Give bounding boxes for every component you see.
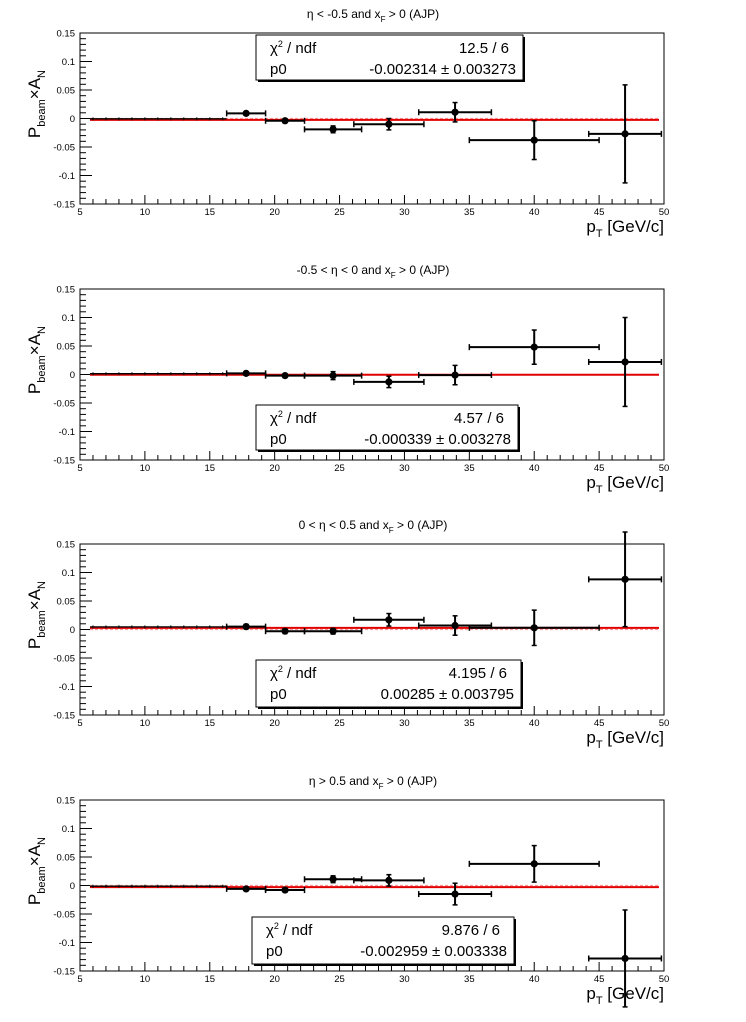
y-tick-label: -0.15 — [53, 455, 75, 467]
y-tick-label: 0.1 — [61, 568, 75, 579]
y-label-times: ×A — [25, 333, 44, 356]
data-marker — [329, 876, 336, 883]
data-point-1 — [227, 370, 266, 377]
x-label-main: p — [586, 728, 596, 747]
data-marker — [385, 121, 392, 128]
data-point-3 — [305, 126, 362, 133]
fit-stats-box — [252, 917, 515, 966]
x-tick-label: 5 — [77, 718, 83, 729]
x-tick-label: 25 — [334, 463, 345, 474]
data-point-6 — [469, 121, 599, 160]
chi2-superscript: 2 — [277, 409, 283, 419]
data-point-3 — [305, 372, 362, 380]
x-tick-label: 40 — [528, 718, 540, 729]
x-tick-label: 5 — [77, 463, 83, 474]
chi2-value: 9.876 / 6 — [441, 922, 500, 939]
chart-title-subscript: F — [388, 526, 394, 535]
y-label-subscript: beam — [36, 866, 48, 894]
y-tick-label: 0.15 — [56, 284, 75, 296]
y-tick-label: 0.05 — [56, 85, 75, 97]
y-tick-label: -0.15 — [53, 966, 75, 978]
data-point-2 — [266, 372, 305, 379]
y-tick-label: 0.1 — [61, 57, 75, 68]
chart-title-subscript: F — [380, 15, 386, 24]
chart-title — [299, 518, 448, 535]
x-label-unit: [GeV/c] — [602, 728, 664, 747]
data-point-6 — [469, 846, 599, 882]
chi2-ndf: / ndf — [282, 665, 317, 682]
chart-title-subscript: F — [378, 782, 384, 791]
chi2-value: 12.5 / 6 — [458, 40, 509, 57]
fit-stats-box — [256, 405, 519, 452]
y-tick-label: -0.1 — [58, 682, 75, 693]
data-point-4 — [354, 875, 424, 886]
p0-label: p0 — [270, 61, 287, 78]
data-marker — [451, 622, 458, 629]
x-label-unit: [GeV/c] — [602, 217, 664, 236]
x-tick-label: 25 — [334, 207, 345, 218]
y-axis-label — [25, 70, 48, 138]
x-tick-label: 15 — [204, 463, 216, 474]
data-marker — [329, 126, 336, 133]
y-label-subscript: beam — [36, 355, 48, 383]
x-tick-label: 20 — [269, 718, 280, 729]
x-label-main: p — [586, 473, 596, 492]
chi2-label — [270, 409, 317, 427]
x-tick-label: 15 — [204, 974, 216, 985]
data-marker — [531, 624, 538, 631]
p0-label: p0 — [270, 431, 287, 448]
chi2-symbol: χ — [266, 922, 274, 939]
chi2-label — [270, 664, 317, 682]
chi2-label — [270, 39, 317, 57]
chi2-superscript: 2 — [273, 921, 279, 931]
y-tick-label: 0.05 — [56, 596, 75, 608]
y-label-subscript2: N — [36, 837, 48, 845]
data-marker — [621, 130, 628, 137]
data-marker — [243, 885, 250, 892]
x-tick-label: 20 — [269, 207, 280, 218]
chart-panel-1 — [25, 7, 669, 240]
p0-label: p0 — [266, 943, 283, 960]
data-point-6 — [469, 330, 599, 364]
y-tick-label: 0.1 — [61, 824, 75, 835]
y-label-subscript: beam — [36, 99, 48, 127]
data-point-7 — [589, 318, 662, 407]
x-tick-label: 30 — [399, 974, 410, 985]
x-tick-label: 35 — [464, 207, 475, 218]
p0-value: -0.002314 ± 0.003273 — [369, 61, 516, 78]
chi2-value: 4.195 / 6 — [448, 665, 507, 682]
chart-title-main: 0 < η < 0.5 and x — [298, 518, 389, 532]
x-label-subscript: T — [595, 484, 603, 496]
y-label-times: ×A — [25, 77, 44, 100]
x-label-main: p — [586, 984, 596, 1003]
data-marker — [451, 890, 458, 897]
x-tick-label: 15 — [204, 718, 216, 729]
x-axis-label — [586, 728, 664, 751]
x-label-subscript: T — [595, 739, 603, 751]
data-marker — [243, 110, 250, 117]
y-tick-label: -0.05 — [53, 653, 75, 665]
y-label-subscript2: N — [36, 581, 48, 589]
x-tick-label: 25 — [334, 974, 345, 985]
data-marker — [385, 877, 392, 884]
chi2-superscript: 2 — [277, 664, 283, 674]
x-axis-ticks — [80, 451, 664, 460]
chi2-symbol: χ — [270, 410, 278, 427]
y-tick-label: -0.15 — [53, 710, 75, 722]
data-marker — [621, 955, 628, 962]
x-tick-label: 30 — [399, 718, 410, 729]
p0-label: p0 — [270, 686, 287, 703]
x-tick-label: 10 — [139, 718, 151, 729]
chart-title — [309, 774, 437, 791]
data-marker — [531, 860, 538, 867]
x-label-unit: [GeV/c] — [602, 473, 664, 492]
chi2-ndf: / ndf — [278, 922, 313, 939]
data-point-4 — [354, 614, 424, 627]
data-marker — [621, 358, 628, 365]
data-point-5 — [419, 365, 492, 384]
x-tick-label: 10 — [139, 974, 151, 985]
p0-value: 0.00285 ± 0.003795 — [380, 686, 514, 703]
chart-panel-3 — [25, 518, 669, 751]
y-tick-label: -0.05 — [53, 398, 75, 410]
chi2-superscript: 2 — [277, 39, 283, 49]
x-tick-label: 35 — [464, 718, 475, 729]
chart-panel-2 — [25, 263, 669, 496]
x-tick-label: 40 — [528, 207, 540, 218]
p0-value: -0.000339 ± 0.003278 — [364, 431, 511, 448]
x-axis-label — [586, 473, 664, 496]
data-marker — [281, 886, 288, 893]
y-tick-label: -0.05 — [53, 909, 75, 921]
y-label-times: ×A — [25, 844, 44, 867]
chart-title-subscript: F — [390, 271, 396, 280]
y-axis-label — [25, 326, 48, 394]
data-marker — [329, 372, 336, 379]
y-label-main: P — [25, 637, 44, 650]
data-marker — [329, 628, 336, 635]
chi2-symbol: χ — [270, 665, 278, 682]
x-tick-label: 10 — [139, 207, 151, 218]
x-tick-label: 15 — [204, 207, 216, 218]
data-point-5 — [419, 616, 492, 635]
chart-title-main: η > 0.5 and x — [308, 774, 379, 788]
y-tick-label: -0.1 — [58, 938, 75, 949]
fit-stats-box — [256, 35, 524, 82]
x-label-unit: [GeV/c] — [602, 984, 664, 1003]
x-tick-label: 50 — [658, 974, 670, 985]
x-tick-label: 20 — [269, 463, 280, 474]
y-tick-label: 0 — [69, 881, 75, 892]
data-marker — [243, 623, 250, 630]
chart-panel-4 — [25, 774, 669, 1007]
y-tick-label: 0 — [69, 114, 75, 125]
x-tick-label: 35 — [464, 974, 475, 985]
y-label-main: P — [25, 126, 44, 139]
y-label-subscript2: N — [36, 326, 48, 334]
data-marker — [531, 344, 538, 351]
y-label-times: ×A — [25, 588, 44, 611]
data-marker — [621, 576, 628, 583]
x-tick-label: 10 — [139, 463, 151, 474]
chart-title-tail: > 0 (AJP) — [385, 7, 440, 21]
x-tick-label: 50 — [658, 207, 670, 218]
x-tick-label: 25 — [334, 718, 345, 729]
data-point-7 — [589, 85, 662, 183]
chart-title-tail: > 0 (AJP) — [395, 263, 450, 277]
x-tick-label: 5 — [77, 974, 83, 985]
y-label-subscript: beam — [36, 610, 48, 638]
x-tick-label: 50 — [658, 718, 670, 729]
data-point-1 — [227, 110, 266, 117]
y-tick-label: 0.05 — [56, 341, 75, 353]
x-label-main: p — [586, 217, 596, 236]
data-marker — [281, 117, 288, 124]
x-tick-label: 45 — [593, 974, 605, 985]
chart-title — [297, 263, 450, 280]
y-tick-label: 0.15 — [56, 28, 75, 40]
x-axis-label — [586, 217, 664, 240]
chi2-ndf: / ndf — [282, 410, 317, 427]
p0-value: -0.002959 ± 0.003338 — [360, 943, 507, 960]
data-point-6 — [469, 610, 599, 645]
y-tick-label: -0.1 — [58, 427, 75, 438]
data-marker — [531, 137, 538, 144]
data-point-3 — [305, 876, 362, 883]
data-points — [227, 85, 662, 183]
chart-title-main: η < -0.5 and x — [306, 7, 381, 21]
y-tick-label: 0.05 — [56, 852, 75, 864]
y-tick-label: -0.15 — [53, 199, 75, 211]
data-marker — [451, 109, 458, 116]
y-tick-label: 0.15 — [56, 795, 75, 807]
y-tick-label: 0.15 — [56, 539, 75, 551]
x-label-subscript: T — [595, 228, 603, 240]
x-tick-label: 50 — [658, 463, 670, 474]
data-marker — [385, 616, 392, 623]
chart-title-main: -0.5 < η < 0 and x — [296, 263, 391, 277]
x-tick-label: 30 — [399, 207, 410, 218]
chi2-symbol: χ — [270, 40, 278, 57]
data-marker — [281, 628, 288, 635]
x-tick-label: 5 — [77, 207, 83, 218]
x-label-subscript: T — [595, 995, 603, 1007]
fit-stats-box — [256, 660, 522, 709]
chi2-value: 4.57 / 6 — [453, 410, 504, 427]
data-marker — [281, 372, 288, 379]
data-points — [227, 318, 662, 407]
y-label-main: P — [25, 382, 44, 395]
chart-title-tail: > 0 (AJP) — [383, 774, 438, 788]
y-tick-label: 0 — [69, 370, 75, 381]
x-tick-label: 20 — [269, 974, 280, 985]
y-label-main: P — [25, 893, 44, 906]
data-point-4 — [354, 376, 424, 387]
x-tick-label: 45 — [593, 718, 605, 729]
chi2-ndf: / ndf — [282, 40, 317, 57]
y-tick-label: -0.1 — [58, 171, 75, 182]
y-tick-label: -0.05 — [53, 142, 75, 154]
y-axis-label — [25, 581, 48, 649]
x-tick-label: 40 — [528, 463, 540, 474]
data-marker — [385, 378, 392, 385]
y-tick-label: 0.1 — [61, 313, 75, 324]
data-marker — [451, 371, 458, 378]
y-axis-label — [25, 837, 48, 905]
x-tick-label: 45 — [593, 207, 605, 218]
chi2-label — [266, 921, 313, 939]
x-tick-label: 40 — [528, 974, 540, 985]
x-axis-ticks — [80, 195, 664, 204]
chart-title — [307, 7, 439, 24]
data-marker — [243, 370, 250, 377]
x-tick-label: 45 — [593, 463, 605, 474]
x-tick-label: 30 — [399, 463, 410, 474]
y-label-subscript2: N — [36, 70, 48, 78]
data-point-7 — [589, 532, 662, 627]
chart-title-tail: > 0 (AJP) — [393, 518, 448, 532]
x-tick-label: 35 — [464, 463, 475, 474]
y-tick-label: 0 — [69, 625, 75, 636]
